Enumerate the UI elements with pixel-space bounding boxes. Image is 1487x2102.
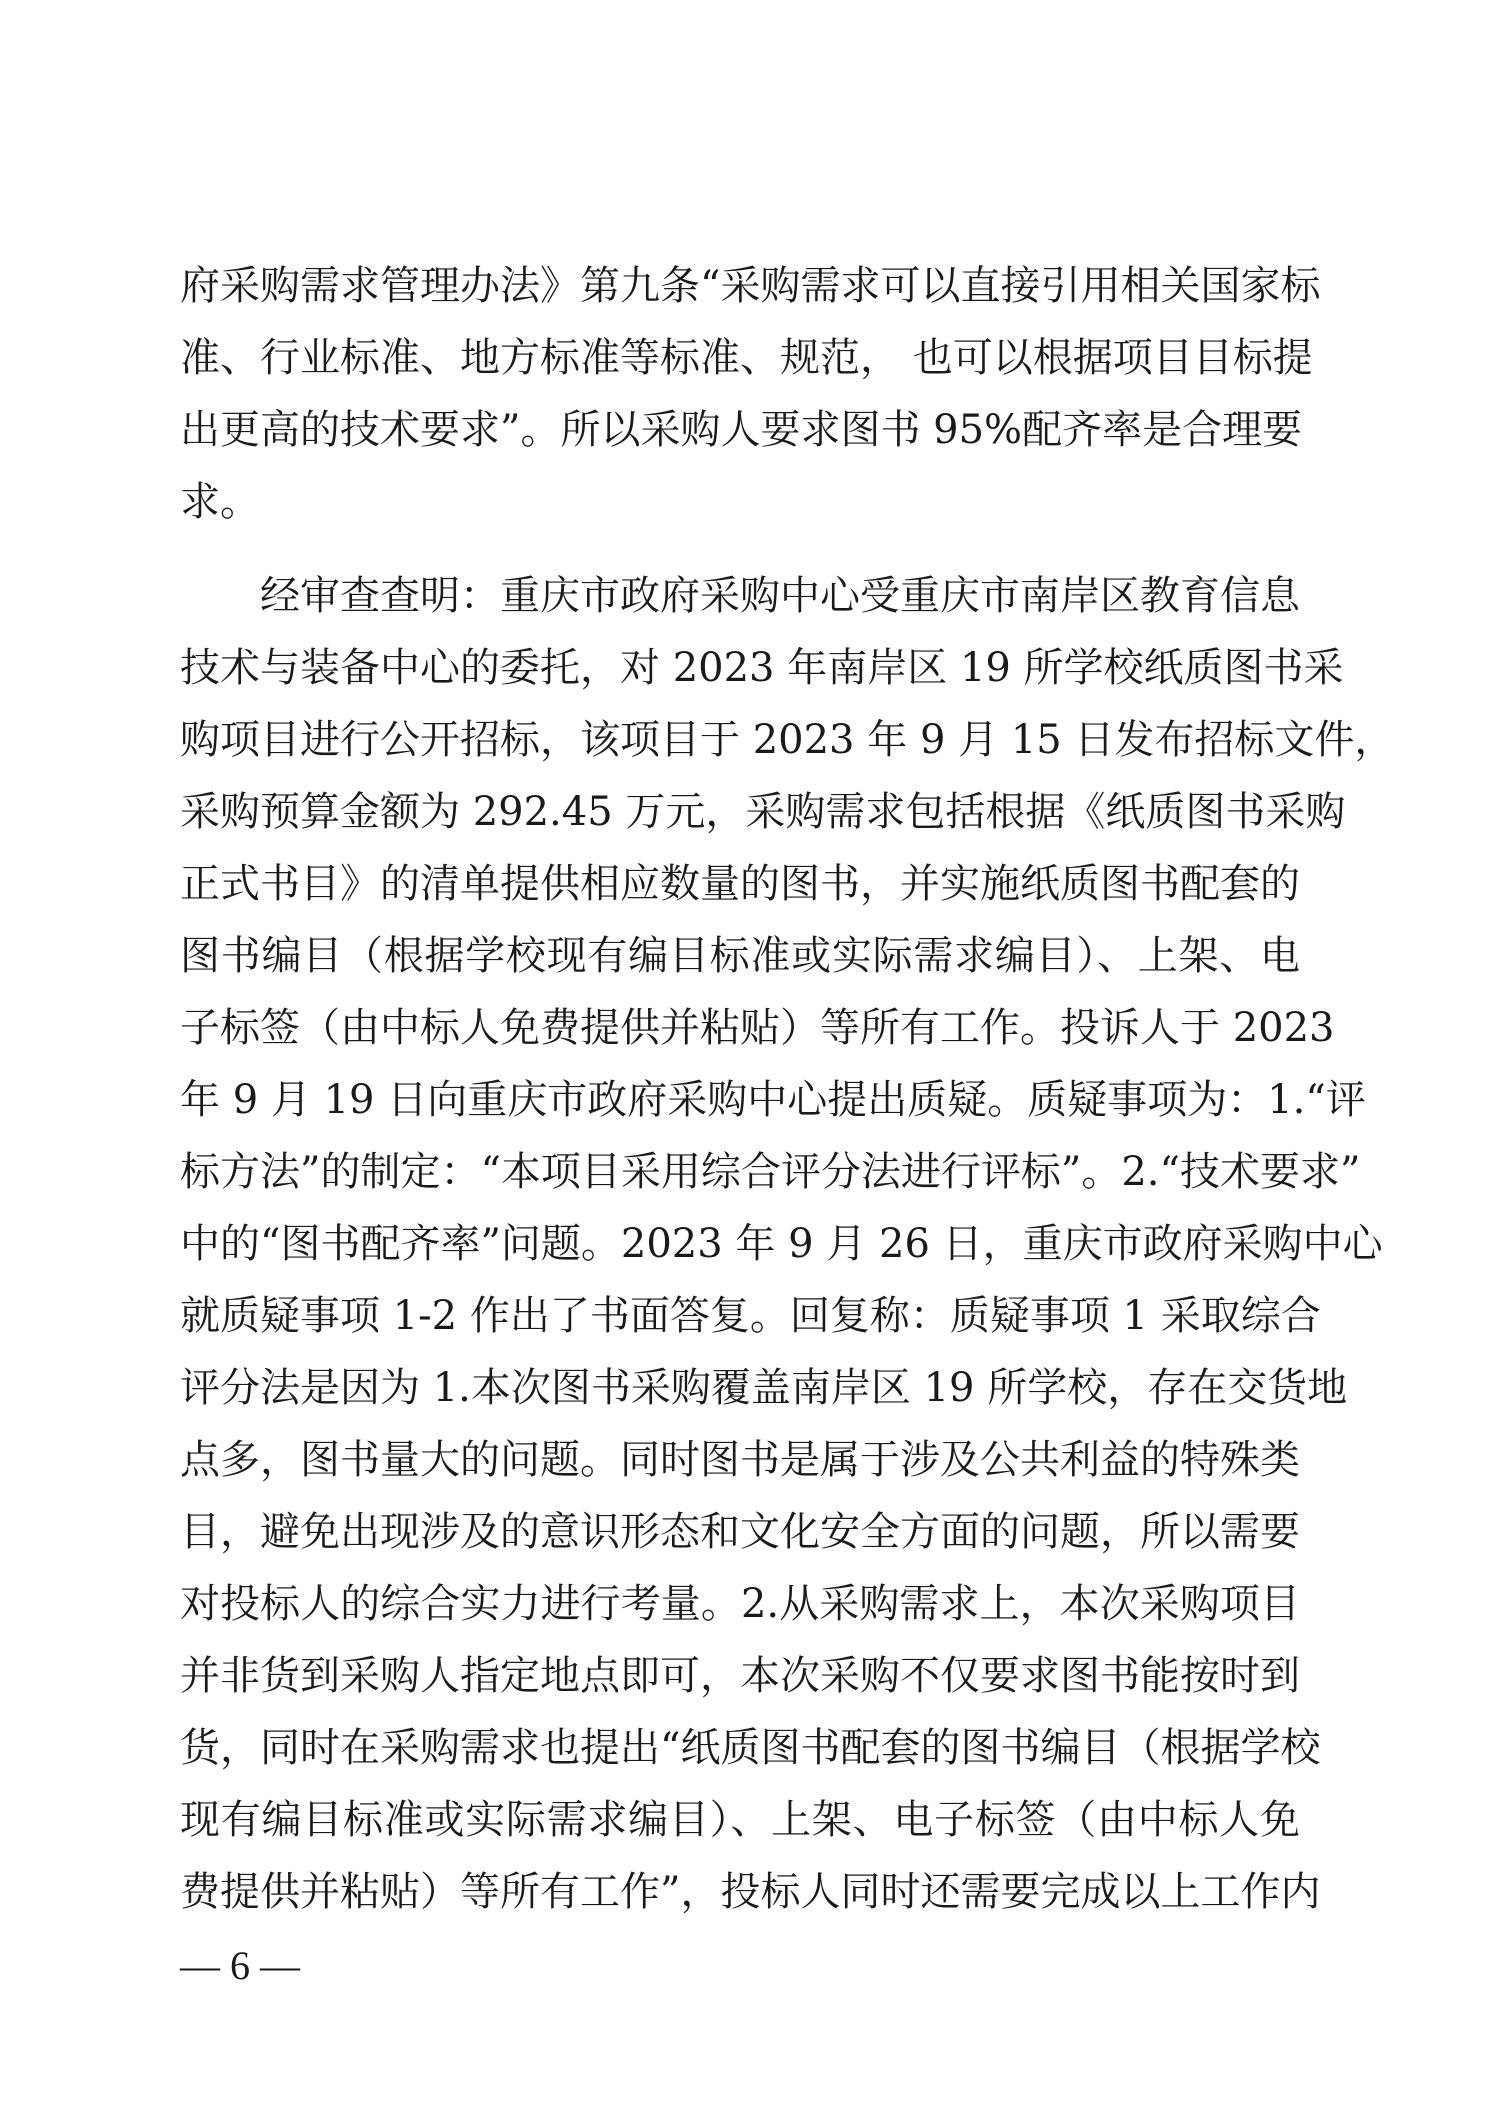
text-line: 评分法是因为 1.本次图书采购覆盖南岸区 19 所学校，存在交货地 bbox=[180, 1365, 1348, 1411]
text-line: 目，避免出现涉及的意识形态和文化安全方面的问题，所以需要 bbox=[180, 1509, 1300, 1555]
text-line: 标方法”的制定：“本项目采用综合评分法进行评标”。2.“技术要求” bbox=[180, 1149, 1361, 1195]
text-line: 年 9 月 19 日向重庆市政府采购中心提出质疑。质疑事项为：1.“评 bbox=[180, 1077, 1366, 1123]
text-line: 府采购需求管理办法》第九条“采购需求可以直接引用相关国家标 bbox=[180, 263, 1321, 309]
text-line: 中的“图书配齐率”问题。2023 年 9 月 26 日，重庆市政府采购中心 bbox=[180, 1221, 1383, 1267]
text-line: 出更高的技术要求”。所以采购人要求图书 95%配齐率是合理要 bbox=[180, 407, 1303, 453]
paragraph-continued bbox=[180, 250, 1321, 538]
text-line: 货，同时在采购需求也提出“纸质图书配套的图书编目（根据学校 bbox=[180, 1725, 1321, 1771]
text-line: 求。 bbox=[180, 479, 260, 525]
text-line: 经审查查明：重庆市政府采购中心受重庆市南岸区教育信息 bbox=[260, 573, 1300, 619]
page-number: — 6 — bbox=[180, 1943, 300, 1988]
text-line: 并非货到采购人指定地点即可，本次采购不仅要求图书能按时到 bbox=[180, 1653, 1300, 1699]
text-line: 费提供并粘贴）等所有工作”，投标人同时还需要完成以上工作内 bbox=[180, 1869, 1321, 1915]
paragraph-findings bbox=[180, 560, 1395, 1928]
text-line: 图书编目（根据学校现有编目标准或实际需求编目）、上架、电 bbox=[180, 933, 1300, 979]
text-line: 购项目进行公开招标，该项目于 2023 年 9 月 15 日发布招标文件， bbox=[180, 717, 1395, 763]
text-line: 就质疑事项 1-2 作出了书面答复。回复称：质疑事项 1 采取综合 bbox=[180, 1293, 1321, 1339]
text-line: 采购预算金额为 292.45 万元，采购需求包括根据《纸质图书采购 bbox=[180, 789, 1346, 835]
text-line: 子标签（由中标人免费提供并粘贴）等所有工作。投诉人于 2023 bbox=[180, 1005, 1335, 1051]
text-line: 正式书目》的清单提供相应数量的图书，并实施纸质图书配套的 bbox=[180, 861, 1300, 907]
text-line: 准、行业标准、地方标准等标准、规范， 也可以根据项目目标提 bbox=[180, 335, 1313, 381]
text-line: 现有编目标准或实际需求编目）、上架、电子标签（由中标人免 bbox=[180, 1797, 1300, 1843]
text-line: 对投标人的综合实力进行考量。2.从采购需求上，本次采购项目 bbox=[180, 1581, 1300, 1627]
text-line: 点多，图书量大的问题。同时图书是属于涉及公共利益的特殊类 bbox=[180, 1437, 1300, 1483]
text-line: 技术与装备中心的委托，对 2023 年南岸区 19 所学校纸质图书采 bbox=[180, 645, 1344, 691]
